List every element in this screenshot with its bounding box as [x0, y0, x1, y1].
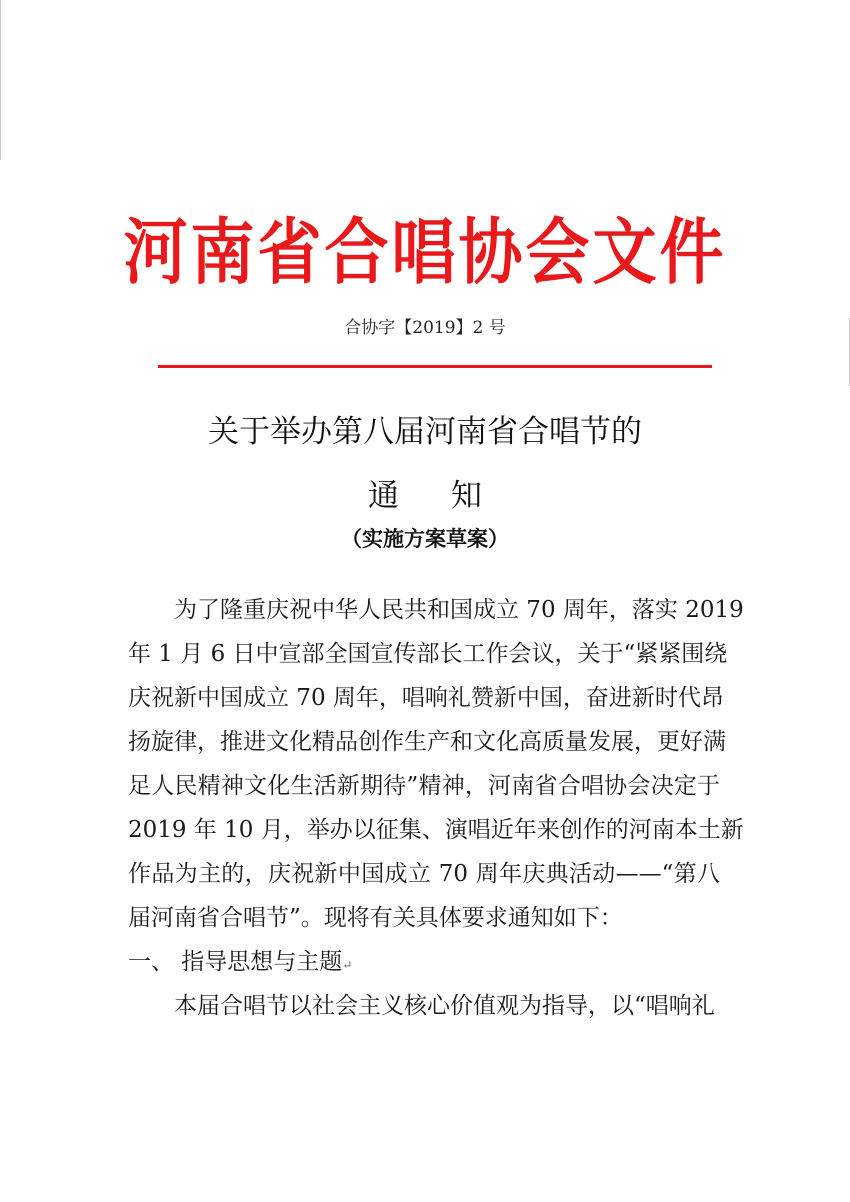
body-line-7: 作品为主的，庆祝新中国成立 70 周年庆典活动——“第八	[128, 861, 720, 887]
document-number: 合协字【2019】2 号	[344, 318, 506, 338]
body-line-3: 庆祝新中国成立 70 周年，唱响礼赞新中国，奋进新时代昂	[128, 685, 724, 711]
notice-title-line2: 通知	[368, 478, 534, 514]
body-line-2: 年 1 月 6 日中宣部全国宣传部长工作会议，关于“紧紧围绕	[128, 641, 728, 667]
notice-subtitle: （实施方案草案）	[341, 526, 509, 551]
header-red-divider	[158, 365, 712, 368]
body-line-4: 扬旋律，推进文化精品创作生产和文化高质量发展，更好满	[128, 729, 726, 755]
body-line-6: 2019 年 10 月，举办以征集、演唱近年来创作的河南本土新	[128, 817, 744, 843]
body-line-1: 为了隆重庆祝中华人民共和国成立 70 周年，落实 2019	[174, 597, 744, 623]
section-heading-guiding-thought	[128, 944, 352, 983]
section1-body-line-1: 本届合唱节以社会主义核心价值观为指导，以“唱响礼	[174, 993, 715, 1019]
page-edge-mark-left	[0, 0, 1, 160]
paragraph-mark-icon: ↵	[342, 958, 353, 972]
document-header-title: 河南省合唱协会文件	[123, 211, 727, 295]
body-line-5: 足人民精神文化生活新期待”精神，河南省合唱协会决定于	[128, 773, 720, 799]
body-line-8: 届河南省合唱节”。现将有关具体要求通知如下：	[128, 905, 623, 931]
section-heading-text: 一、 指导思想与主题	[128, 949, 343, 975]
notice-title-line1: 关于举办第八届河南省合唱节的	[208, 414, 642, 450]
